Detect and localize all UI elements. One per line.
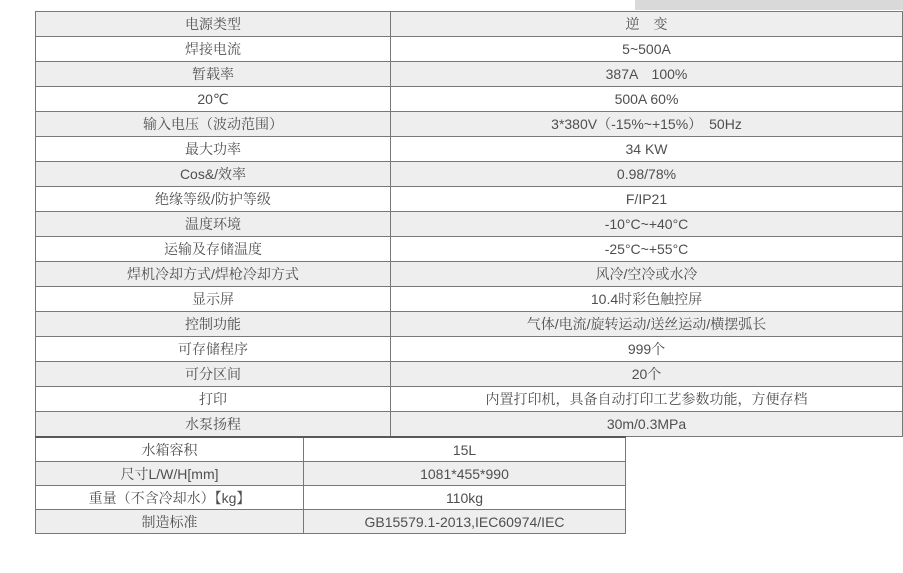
dim-value-cell: 1081*455*990 <box>304 462 626 486</box>
table-row <box>36 510 626 534</box>
table-row <box>36 486 626 510</box>
spec-label-cell: 焊机冷却方式/焊枪冷却方式 <box>36 262 391 287</box>
spec-label-cell: 焊接电流 <box>36 37 391 62</box>
table-row <box>36 437 626 462</box>
spec-value-cell: 0.98/78% <box>391 162 903 187</box>
spec-value-cell: 内置打印机，具备自动打印工艺参数功能，方便存档 <box>391 387 903 412</box>
spec-value-cell: 5~500A <box>391 37 903 62</box>
spec-value-cell: 387A 100% <box>391 62 903 87</box>
spec-label-cell: 打印 <box>36 387 391 412</box>
table-row <box>36 362 903 387</box>
table-row <box>36 212 903 237</box>
spec-table <box>35 11 903 437</box>
table-row <box>36 62 903 87</box>
spec-label-cell: 运输及存储温度 <box>36 237 391 262</box>
spec-label-cell: Cos&/效率 <box>36 162 391 187</box>
spec-label-cell: 绝缘等级/防护等级 <box>36 187 391 212</box>
dim-label-cell: 重量（不含冷却水）【kg】 <box>36 486 304 510</box>
spec-value-cell: 34 KW <box>391 137 903 162</box>
spec-value-cell: 逆 变 <box>391 12 903 37</box>
top-right-strip <box>635 0 903 10</box>
spec-value-cell: 20个 <box>391 362 903 387</box>
spec-label-cell: 最大功率 <box>36 137 391 162</box>
table-row <box>36 312 903 337</box>
table-row <box>36 12 903 37</box>
spec-value-cell: 气体/电流/旋转运动/送丝运动/横摆弧长 <box>391 312 903 337</box>
table-row <box>36 112 903 137</box>
spec-value-cell: 3*380V（-15%~+15%） 50Hz <box>391 112 903 137</box>
table-row <box>36 387 903 412</box>
spec-label-cell: 显示屏 <box>36 287 391 312</box>
table-row <box>36 287 903 312</box>
table-row <box>36 462 626 486</box>
table-row <box>36 412 903 437</box>
spec-value-cell: 风冷/空冷或水冷 <box>391 262 903 287</box>
spec-label-cell: 暂载率 <box>36 62 391 87</box>
table-row <box>36 237 903 262</box>
table-row <box>36 262 903 287</box>
dim-value-cell: GB15579.1-2013,IEC60974/IEC <box>304 510 626 534</box>
spec-value-cell: 30m/0.3MPa <box>391 412 903 437</box>
dim-label-cell: 制造标准 <box>36 510 304 534</box>
spec-value-cell: -25°C~+55°C <box>391 237 903 262</box>
dim-value-cell: 15L <box>304 437 626 462</box>
spec-label-cell: 20℃ <box>36 87 391 112</box>
spec-label-cell: 控制功能 <box>36 312 391 337</box>
spec-value-cell: 10.4时彩色触控屏 <box>391 287 903 312</box>
table-row <box>36 37 903 62</box>
spec-label-cell: 温度环境 <box>36 212 391 237</box>
spec-label-cell: 可分区间 <box>36 362 391 387</box>
table-row <box>36 137 903 162</box>
dim-label-cell: 水箱容积 <box>36 437 304 462</box>
spec-value-cell: -10°C~+40°C <box>391 212 903 237</box>
dim-label-cell: 尺寸L/W/H[mm] <box>36 462 304 486</box>
spec-label-cell: 水泵扬程 <box>36 412 391 437</box>
spec-label-cell: 可存储程序 <box>36 337 391 362</box>
spec-value-cell: 999个 <box>391 337 903 362</box>
dim-value-cell: 110kg <box>304 486 626 510</box>
spec-value-cell: F/IP21 <box>391 187 903 212</box>
spec-label-cell: 输入电压（波动范围） <box>36 112 391 137</box>
table-row <box>36 337 903 362</box>
dimension-table <box>35 436 626 534</box>
table-row <box>36 162 903 187</box>
spec-value-cell: 500A 60% <box>391 87 903 112</box>
table-row <box>36 87 903 112</box>
table-row <box>36 187 903 212</box>
spec-label-cell: 电源类型 <box>36 12 391 37</box>
